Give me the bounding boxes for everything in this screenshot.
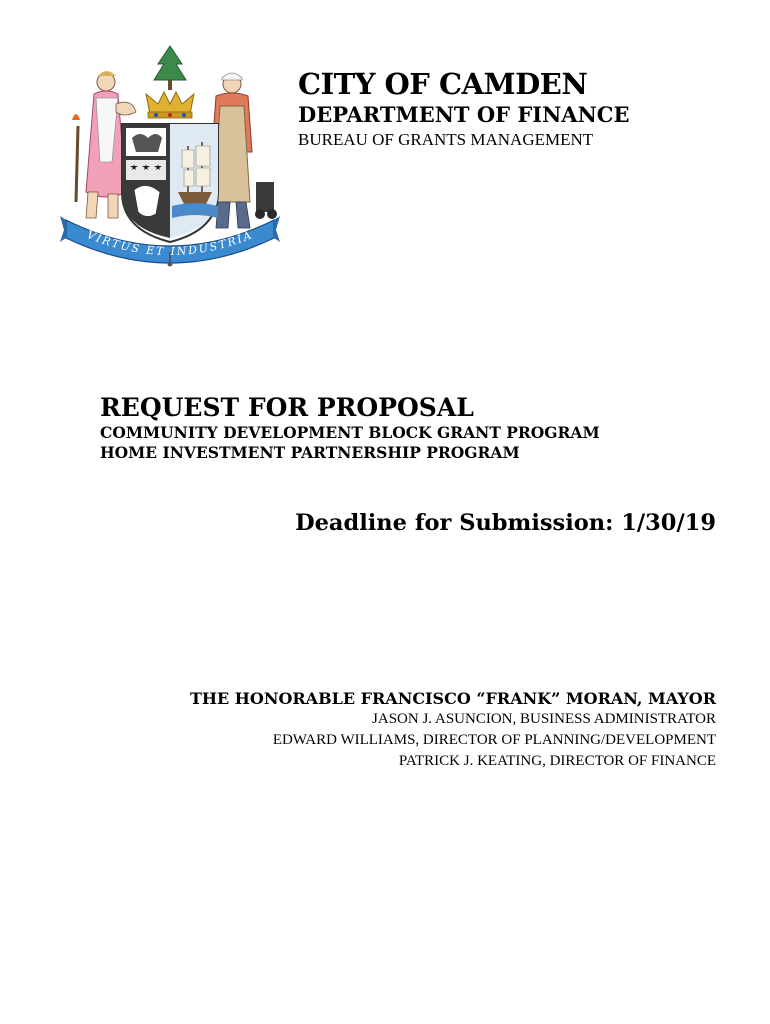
official-line: EDWARD WILLIAMS, DIRECTOR OF PLANNING/DEVELOPMENT xyxy=(272,732,716,748)
crown-icon xyxy=(146,92,194,118)
officials-list xyxy=(190,688,716,772)
right-supporter-figure xyxy=(212,73,277,228)
city-name: CITY OF CAMDEN xyxy=(298,67,588,101)
pine-tree-icon xyxy=(154,46,186,90)
program-line: COMMUNITY DEVELOPMENT BLOCK GRANT PROGRAM xyxy=(100,423,600,442)
bureau-name: BUREAU OF GRANTS MANAGEMENT xyxy=(298,130,594,149)
program-line: HOME INVESTMENT PARTNERSHIP PROGRAM xyxy=(100,443,520,462)
city-seal-icon xyxy=(60,42,280,268)
official-mayor: THE HONORABLE FRANCISCO “FRANK” MORAN, MAYOR xyxy=(189,689,716,708)
rfp-block xyxy=(100,393,600,463)
official-line: JASON J. ASUNCION, BUSINESS ADMINISTRATOR xyxy=(372,711,716,727)
submission-deadline: Deadline for Submission: 1/30/19 xyxy=(295,510,716,536)
seal-motto: VIRTUS ET INDUSTRIA xyxy=(85,228,255,259)
official-line: PATRICK J. KEATING, DIRECTOR OF FINANCE xyxy=(398,753,716,769)
department-name: DEPARTMENT OF FINANCE xyxy=(298,102,630,127)
rfp-title: REQUEST FOR PROPOSAL xyxy=(100,393,474,422)
shield-icon xyxy=(122,124,218,242)
header-block xyxy=(298,68,630,151)
